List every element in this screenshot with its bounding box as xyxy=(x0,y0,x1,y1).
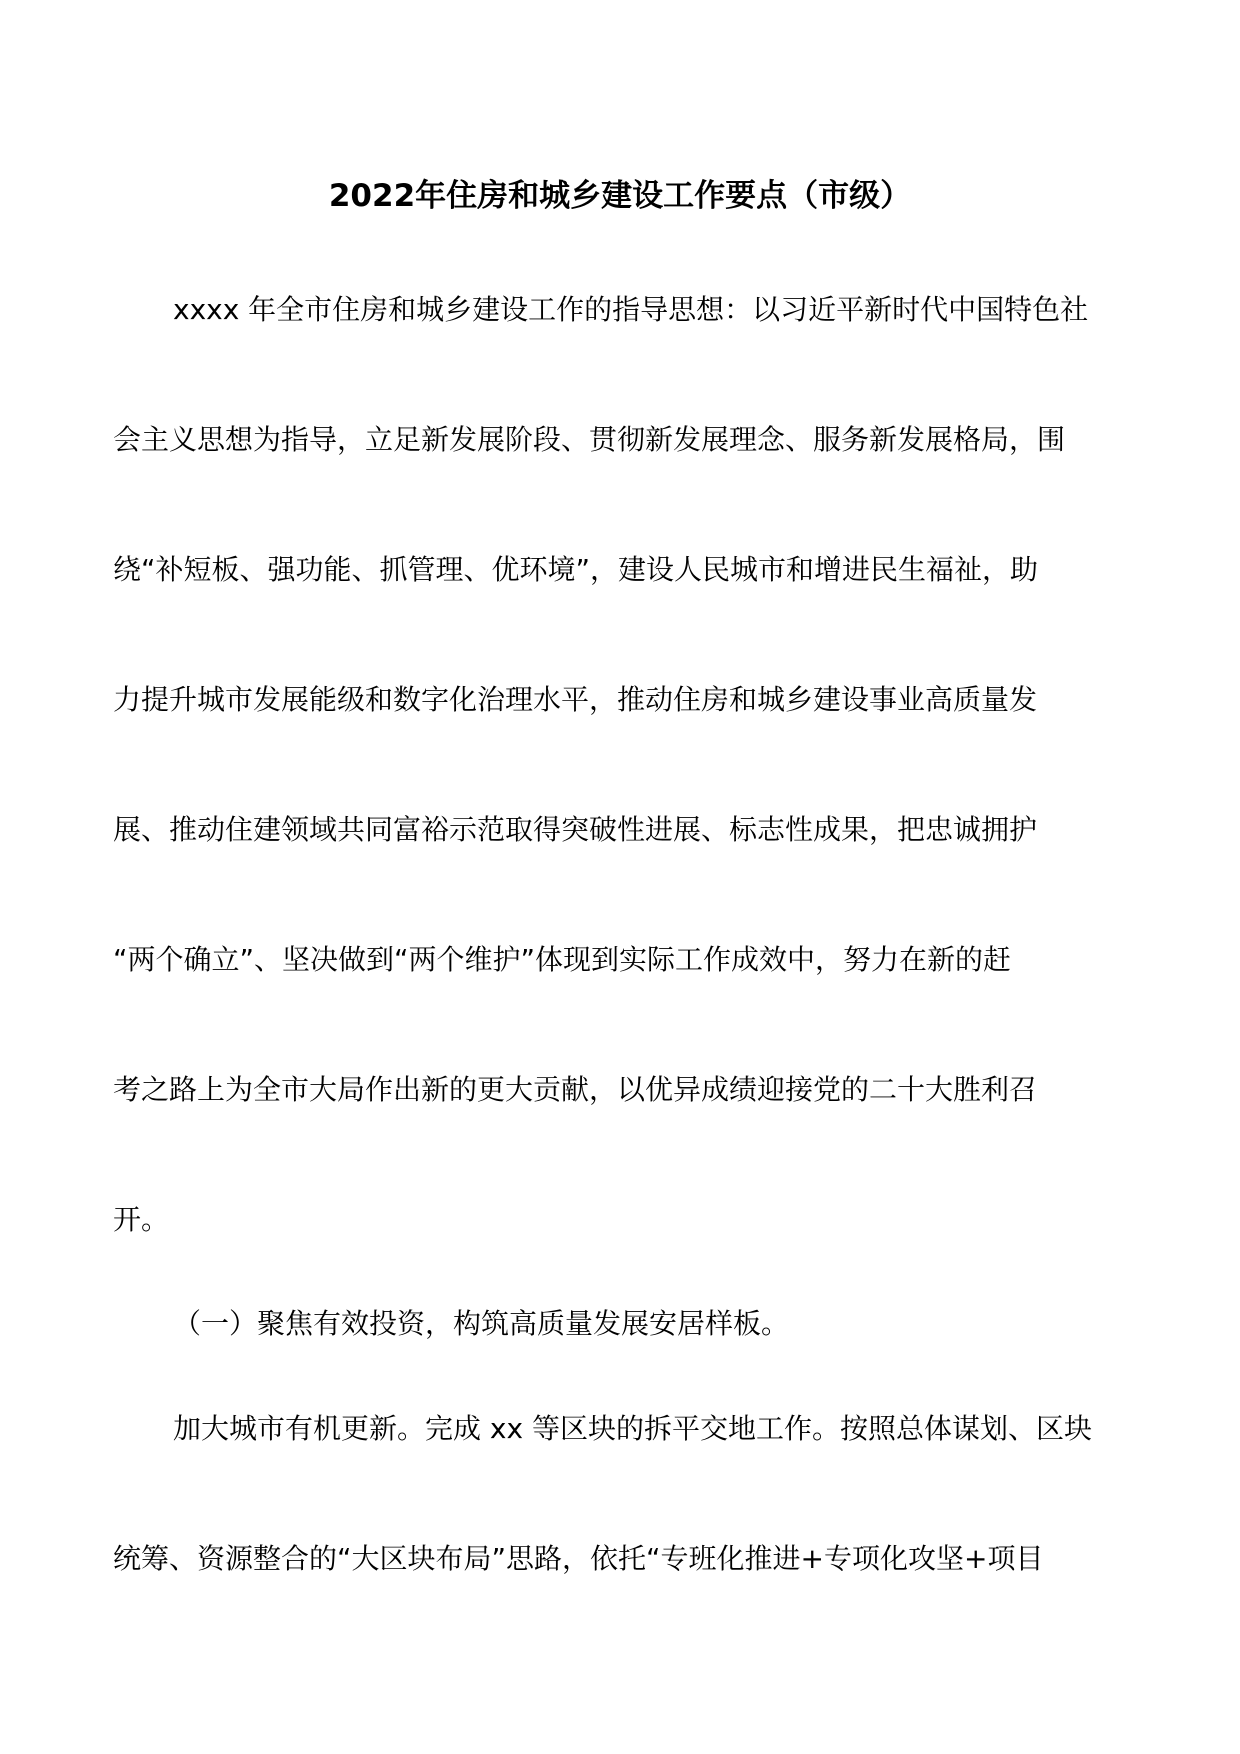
paragraph-line: 绕“补短板、强功能、抓管理、优环境”，建设人民城市和增进民生福祉，助 xyxy=(113,553,1039,586)
paragraph-line: “两个确立”、坚决做到“两个维护”体现到实际工作成效中，努力在新的赶 xyxy=(113,943,1012,976)
paragraph-line: 统筹、资源整合的“大区块布局”思路，依托“专班化推进+专项化攻坚+项目 xyxy=(113,1542,1044,1575)
section-heading: （一）聚焦有效投资，构筑高质量发展安居样板。 xyxy=(173,1307,790,1340)
paragraph-line: 会主义思想为指导，立足新发展阶段、贯彻新发展理念、服务新发展格局，围 xyxy=(113,423,1066,456)
paragraph-line: 加大城市有机更新。完成 xx 等区块的拆平交地工作。按照总体谋划、区块 xyxy=(173,1412,1092,1445)
document-title: 2022年住房和城乡建设工作要点（市级） xyxy=(328,178,912,214)
paragraph-line: 展、推动住建领域共同富裕示范取得突破性进展、标志性成果，把忠诚拥护 xyxy=(113,813,1038,846)
paragraph-line: 力提升城市发展能级和数字化治理水平，推动住房和城乡建设事业高质量发 xyxy=(113,683,1038,716)
paragraph-line: xxxx 年全市住房和城乡建设工作的指导思想：以习近平新时代中国特色社 xyxy=(173,293,1089,326)
paragraph-line: 开。 xyxy=(113,1203,170,1236)
paragraph-line: 考之路上为全市大局作出新的更大贡献，以优异成绩迎接党的二十大胜利召 xyxy=(113,1073,1038,1106)
